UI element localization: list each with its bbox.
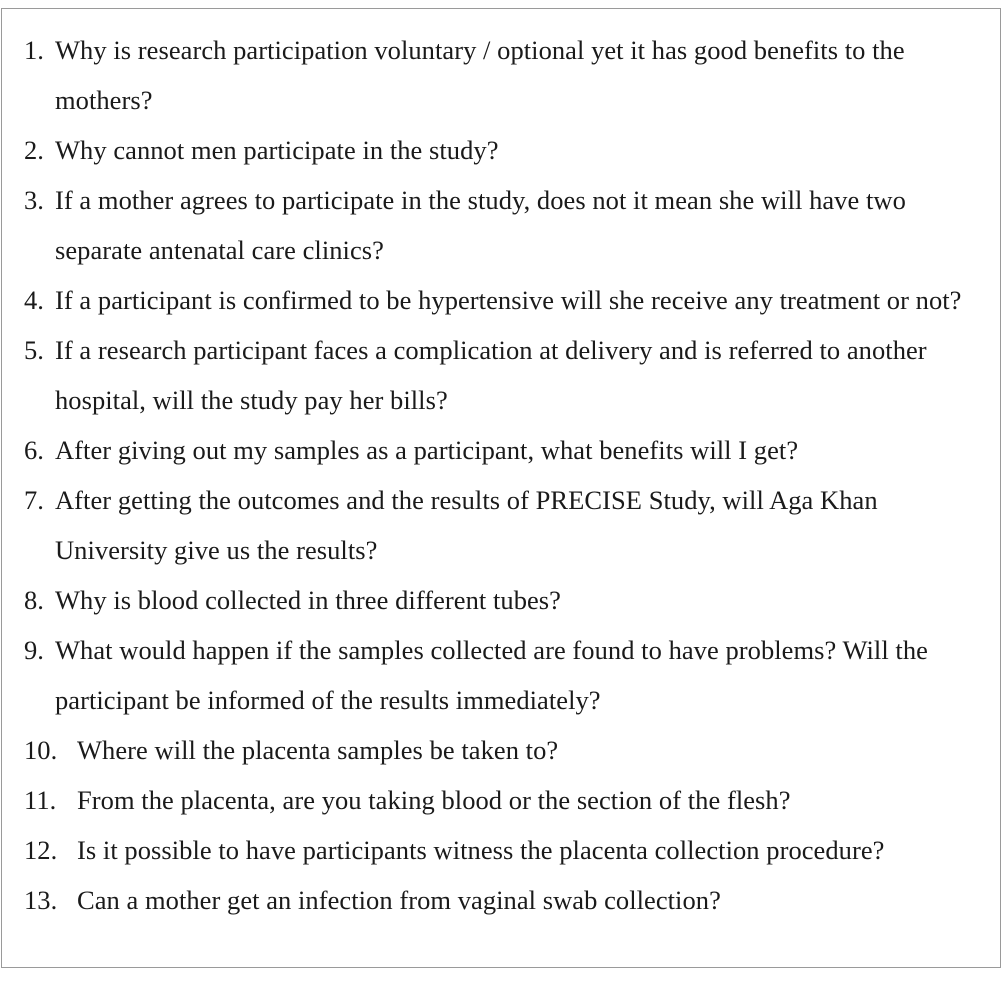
- question-text: Why is research participation voluntary / optional yet it has good benefits to the mothers?: [55, 35, 905, 115]
- question-number: 6.: [24, 435, 44, 465]
- questions-box: [1, 8, 1001, 968]
- question-item-1: [24, 25, 994, 125]
- question-number: 8.: [24, 585, 44, 615]
- question-number: 4.: [24, 285, 44, 315]
- question-number: 2.: [24, 135, 44, 165]
- question-text: If a research participant faces a complication at delivery and is referred to another hospital, will the study pay her bills?: [55, 335, 927, 415]
- question-text: Can a mother get an infection from vaginal swab collection?: [77, 885, 721, 915]
- question-item-12: [24, 825, 994, 875]
- question-item-8: [24, 575, 994, 625]
- questions-list: [24, 25, 994, 925]
- question-item-2: [24, 125, 994, 175]
- question-text: What would happen if the samples collected are found to have problems? Will the participant be informed of the results immediately?: [55, 635, 928, 715]
- question-item-13: [24, 875, 994, 925]
- question-text: If a participant is confirmed to be hypertensive will she receive any treatment or not?: [55, 285, 962, 315]
- question-text: Why is blood collected in three different tubes?: [55, 585, 561, 615]
- question-number: 1.: [24, 35, 44, 65]
- question-item-5: [24, 325, 994, 425]
- question-text: After giving out my samples as a participant, what benefits will I get?: [55, 435, 799, 465]
- question-number: 9.: [24, 635, 44, 665]
- question-number: 5.: [24, 335, 44, 365]
- question-number: 11.: [24, 785, 57, 815]
- question-item-4: [24, 275, 994, 325]
- question-text: After getting the outcomes and the results of PRECISE Study, will Aga Khan University give us the results?: [55, 485, 878, 565]
- question-text: Why cannot men participate in the study?: [55, 135, 499, 165]
- question-item-7: [24, 475, 994, 575]
- question-number: 7.: [24, 485, 44, 515]
- question-number: 13.: [24, 885, 58, 915]
- question-item-11: [24, 775, 994, 825]
- question-text: If a mother agrees to participate in the study, does not it mean she will have two separate antenatal care clinics?: [55, 185, 906, 265]
- question-number: 10.: [24, 735, 58, 765]
- question-text: From the placenta, are you taking blood or the section of the flesh?: [77, 785, 791, 815]
- question-item-6: [24, 425, 994, 475]
- question-text: Is it possible to have participants witness the placenta collection procedure?: [77, 835, 885, 865]
- question-number: 3.: [24, 185, 44, 215]
- question-text: Where will the placenta samples be taken to?: [77, 735, 559, 765]
- question-item-9: [24, 625, 994, 725]
- question-number: 12.: [24, 835, 58, 865]
- question-item-3: [24, 175, 994, 275]
- question-item-10: [24, 725, 994, 775]
